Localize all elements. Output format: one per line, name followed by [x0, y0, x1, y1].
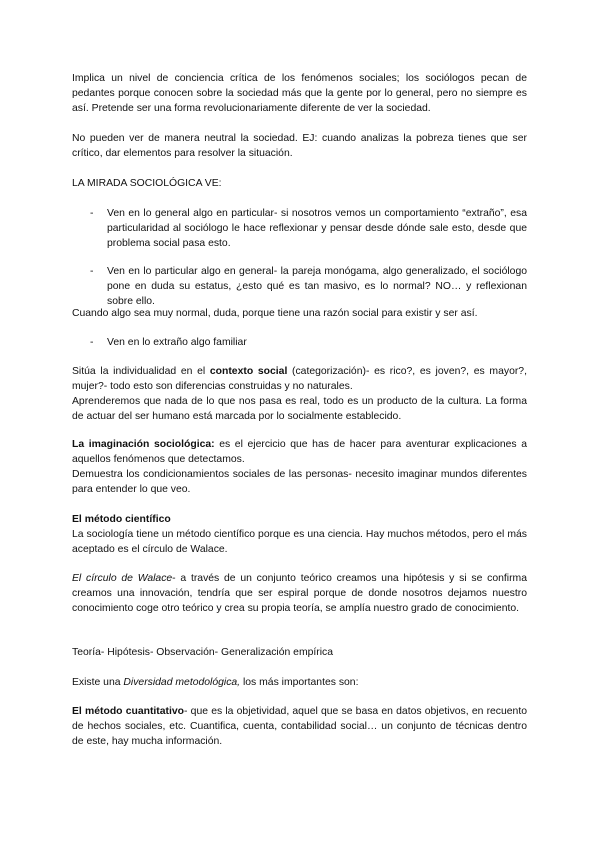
- text-run: los más importantes son:: [240, 677, 359, 688]
- text-run: Sitúa la individualidad en el: [72, 366, 210, 377]
- text-run: (categorización)- es rico?, es joven?, es mayor?, mujer?- todo esto son diferencias construidas y no naturales.: [72, 366, 527, 392]
- text-run: - a través de un conjunto teórico creamos una hipótesis y si se confirma creamos una innovación, tendría que ser espiral porque de donde nosotros dejamos nuestro conocimiento coge otro teórico y crea su propia teoría, se amplía nuestro grado de conocimiento.: [72, 573, 527, 614]
- text-run: es el ejercicio que has de hacer para aventurar explicaciones a aquellos fenómenos que detectamos.: [72, 439, 528, 465]
- paragraph-metodo-cientifico: La sociología tiene un método científico porque es una ciencia. Hay muchos métodos, pero el más aceptado es el círculo de Walace.: [72, 529, 527, 555]
- paragraph-duda-normal: Cuando algo sea muy normal, duda, porque tiene una razón social para existir y ser así.: [72, 308, 478, 319]
- bullet-dash: -: [90, 337, 94, 348]
- italic-term-circulo-walace: El círculo de Walace: [72, 573, 173, 584]
- paragraph-aprenderemos: Aprenderemos que nada de lo que nos pasa es real, todo es un producto de la cultura. La forma de actuar del ser humano está marcada por lo socialmente establecido.: [72, 396, 527, 422]
- paragraph-conciencia-critica: Implica un nivel de conciencia crítica de los fenómenos sociales; los sociólogos pecan de pedantes porque conocen sobre la sociedad más que la gente por lo general, pero no siempre es así. Pretende ser una forma revolucionariamente diferente de ver la sociedad.: [72, 73, 527, 114]
- paragraph-contexto-social: [72, 364, 527, 394]
- bullet-dash: -: [90, 266, 94, 277]
- text-run: - que es la objetividad, aquel que se basa en datos objetivos, en recuento de hechos sociales, etc. Cuantifica, cuenta, contabilidad social… un conjunto de técnicas dentro de este, hay mucha información.: [72, 706, 528, 747]
- paragraph-imaginacion-sociologica: [72, 437, 527, 467]
- bold-term-imaginacion: La imaginación sociológica:: [72, 439, 215, 450]
- bullet-text: Ven en lo extraño algo familiar: [107, 337, 247, 348]
- bullet-dash: -: [90, 208, 94, 219]
- bold-term-contexto-social: contexto social: [209, 366, 288, 377]
- bullet-item-particular-general: [72, 264, 527, 309]
- heading-mirada-sociologica: LA MIRADA SOCIOLÓGICA VE:: [72, 178, 222, 189]
- paragraph-metodo-cuantitativo: [72, 704, 527, 749]
- heading-metodo-cientifico: [72, 512, 527, 527]
- bold-heading-text: El método científico: [72, 514, 171, 525]
- paragraph-diversidad-metodologica: [72, 675, 527, 690]
- text-run: Existe una: [72, 677, 124, 688]
- italic-term-diversidad: Diversidad metodológica,: [123, 677, 241, 688]
- paragraph-teoria-hipotesis: Teoría- Hipótesis- Observación- Generalización empírica: [72, 647, 334, 658]
- bold-term-metodo-cuantitativo: El método cuantitativo: [72, 706, 185, 717]
- paragraph-circulo-walace: [72, 571, 527, 616]
- bullet-text: Ven en lo particular algo en general- la pareja monógama, algo generalizado, el sociólogo pone en duda su estatus, ¿esto qué es tan masivo, es lo normal? NO… y reflexionan sobre ello.: [107, 266, 527, 307]
- bullet-item-extrano-familiar: [72, 335, 527, 350]
- paragraph-neutralidad: No pueden ver de manera neutral la sociedad. EJ: cuando analizas la pobreza tienes que ser crítico, dar elementos para resolver la situación.: [72, 133, 527, 159]
- bullet-text: Ven en lo general algo en particular- si nosotros vemos un comportamiento “extraño”, esa particularidad al sociólogo le hace reflexionar y pensar desde dónde sale esto, desde que problema social pasa esto.: [107, 208, 527, 249]
- bullet-item-general-particular: [72, 206, 527, 251]
- paragraph-condicionamientos: Demuestra los condicionamientos sociales de las personas- necesito imaginar mundos diferentes para entender lo que veo.: [72, 469, 527, 495]
